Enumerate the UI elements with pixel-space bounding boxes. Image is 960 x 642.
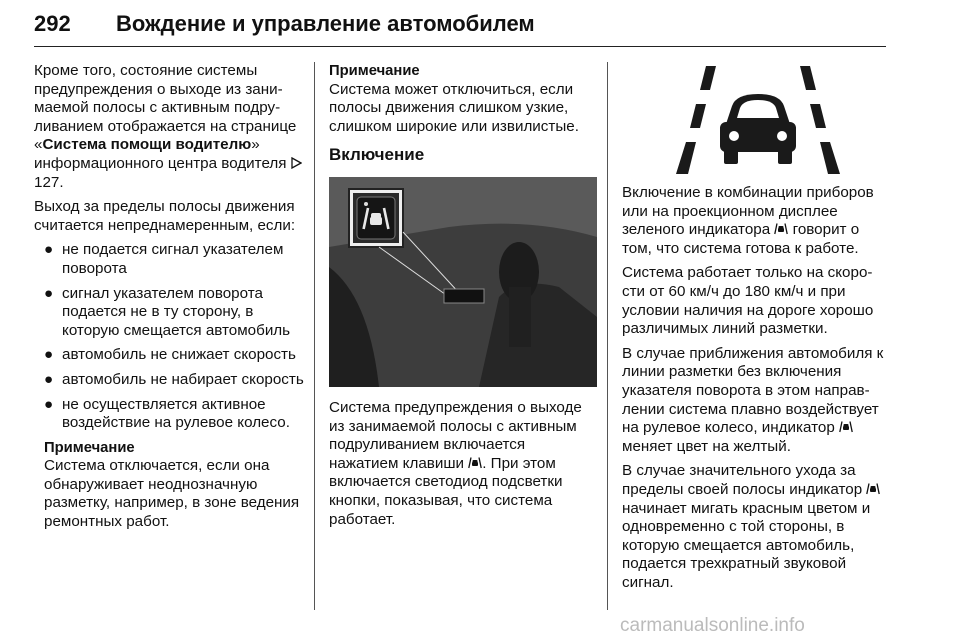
paragraph-activation: Система предупреждения о выходе из занимаемой полосы с активным подруливанием включается нажатием клавиши . При этом включается светодиод подсветки кнопки, показывая, что система работает. xyxy=(329,398,582,528)
column-3 xyxy=(622,184,890,598)
watermark: carmanualsonline.info xyxy=(620,615,805,636)
page-ref-number: 127 xyxy=(34,173,60,191)
paragraph-indicator: Включение в комбинации приборов или на проекционном дисплее зеленого индикатора говорит о том, что система готова к работе. xyxy=(622,184,874,257)
section-heading: Включение xyxy=(329,145,425,165)
paragraph-status: Кроме того, состояние системы предупреждения о выходе из занимаемой полосы с активным подруливанием отображается на странице «Система помощи водителю» информационного центра водителя 127. xyxy=(34,62,304,192)
driver-assist-page-link: Система помощи водителю xyxy=(42,136,252,154)
paragraph-warning: В случае значительного ухода за пределы своей полосы индикатор начинает мигать красным цветом и одновременно с той стороны, в которую смещается автомобиль, подается трехкратный звуковой сигнал. xyxy=(622,462,890,592)
list-item: ● автомобиль не набирает скорость xyxy=(44,370,304,388)
page-header xyxy=(34,6,886,47)
note-title: Примечание xyxy=(329,63,420,79)
paragraph-steering: В случае приближения автомобиля к линии разметки без включения указателя поворота в этом направлении система плавно воздействует на рулевое колесо, индикатор меняет цвет на желтый. xyxy=(622,344,884,455)
paragraph-unintended: Выход за пределы полосы движения считается непреднамеренным, если: xyxy=(34,198,296,234)
list-item: ● не подается сигнал указателем поворота xyxy=(44,241,284,277)
note-title: Примечание xyxy=(44,439,135,456)
lane-keep-icon xyxy=(774,223,788,235)
list-item: ● не осуществляется активное воздействие на рулевое колесо. xyxy=(44,395,290,432)
lane-keep-symbol-icon xyxy=(660,66,856,174)
column-2 xyxy=(329,62,597,535)
page-number: 292 xyxy=(34,11,71,36)
page-title: Вождение и управление автомобилем xyxy=(116,11,535,36)
paragraph-speed: Система работает только на скорости от 60 км/ч до 180 км/ч и при условии наличия на дороге хорошо различимых линий разметки. xyxy=(622,264,874,338)
page-ref-arrow-icon xyxy=(291,157,302,169)
list-item: ● автомобиль не снижает скорость xyxy=(44,346,296,364)
column-divider-2 xyxy=(607,62,608,610)
console-button-photo xyxy=(329,177,597,387)
list-item: ● сигнал указателем поворота подается не в ту сторону, в которую смещается автомобиль xyxy=(44,284,291,339)
note-text: Система может отключиться, если полосы движения слишком узкие, слишком широкие или извилистые. xyxy=(329,80,579,135)
lane-keep-icon xyxy=(866,483,880,495)
column-1 xyxy=(34,62,304,532)
lane-keep-icon xyxy=(468,457,482,469)
lane-keep-icon xyxy=(839,421,853,433)
column-divider-1 xyxy=(314,62,315,610)
note-text: Система отключается, если она обнаруживает неоднозначную разметку, например, в зоне ведения ремонтных работ. xyxy=(44,457,300,531)
